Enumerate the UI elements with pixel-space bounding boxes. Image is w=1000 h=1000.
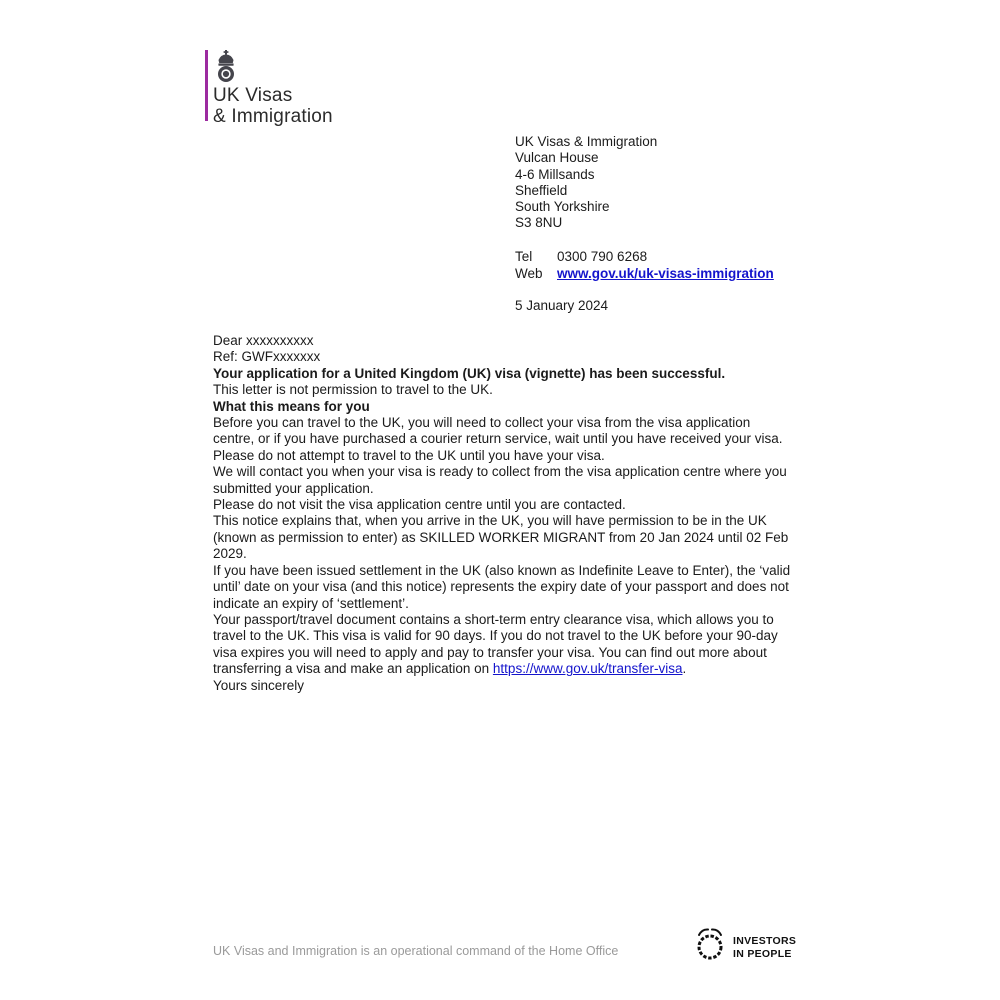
tel-value: 0300 790 6268 <box>557 249 648 264</box>
iip-line-1: INVESTORS <box>733 935 797 947</box>
iip-line-2: IN PEOPLE <box>733 947 792 960</box>
paragraph-settlement: If you have been issued settlement in the UK (also known as Indefinite Leave to Enter), the ‘valid until’ date on your visa (and this notice) represents the expiry date of your passport and does not indicate an expiry of ‘settlement’. <box>213 562 791 611</box>
ukvi-logo <box>205 50 405 130</box>
transfer-text-before: Your passport/travel document contains a short-term entry clearance visa, which allows you to travel to the UK. This visa is valid for 90 days. If you do not travel to the UK before your 90-day visa expires you will need to apply and pay to transfer your visa. You can find out more about transferring a visa and make an application on <box>213 611 778 677</box>
footer-disclaimer: UK Visas and Immigration is an operational command of the Home Office <box>213 944 619 958</box>
logo-keyline <box>205 50 208 121</box>
salutation: Dear xxxxxxxxxx <box>213 333 314 348</box>
logo-line-1: UK Visas <box>213 85 293 106</box>
address-line: Sheffield <box>515 182 568 198</box>
address-line: Vulcan House <box>515 150 599 166</box>
letter-body <box>213 333 793 694</box>
tel-row <box>515 249 774 266</box>
royal-crest-icon <box>215 50 237 89</box>
logo-line-2: & Immigration <box>213 106 333 127</box>
paragraph-transfer <box>213 612 793 678</box>
address-line: South Yorkshire <box>515 199 610 215</box>
paragraph-collect-visa: Before you can travel to the UK, you will need to collect your visa from the visa application centre, or if you have purchased a courier return service, wait until you have received your visa. Please do not attempt to travel to the UK until you have your visa. <box>213 415 783 463</box>
paragraph-do-not-visit: Please do not visit the visa application centre until you are contacted. <box>213 497 626 513</box>
address-line: S3 8NU <box>515 215 563 231</box>
web-row <box>515 266 774 283</box>
iip-wordmark <box>733 935 796 960</box>
section-heading: What this means for you <box>213 398 370 414</box>
intro-line: This letter is not permission to travel to the UK. <box>213 382 493 398</box>
contact-block <box>515 249 774 282</box>
reference: Ref: GWFxxxxxxx <box>213 349 321 365</box>
closing-line: Yours sincerely <box>213 677 305 693</box>
web-link[interactable]: www.gov.uk/uk-visas-immigration <box>557 265 774 281</box>
address-line: UK Visas & Immigration <box>515 134 658 149</box>
investors-in-people-logo <box>692 925 796 970</box>
sender-address <box>515 134 657 232</box>
transfer-text-after: . <box>682 661 687 677</box>
transfer-visa-link[interactable]: https://www.gov.uk/transfer-visa <box>492 661 683 677</box>
paragraph-permission: This notice explains that, when you arrive in the UK, you will have permission to be in the UK (known as permission to enter) as SKILLED WORKER MIGRANT from 20 Jan 2024 until 02 Feb 2029. <box>213 513 789 562</box>
address-line: 4-6 Millsands <box>515 166 595 182</box>
letter-date: 5 January 2024 <box>515 298 609 313</box>
paragraph-contact: We will contact you when your visa is ready to collect from the visa application centre where you submitted your application. <box>213 464 787 496</box>
web-label: Web <box>515 265 543 281</box>
logo-wordmark <box>213 85 333 127</box>
laurel-wreath-icon <box>692 925 728 970</box>
tel-label: Tel <box>515 249 533 264</box>
subject-line: Your application for a United Kingdom (UK) visa (vignette) has been successful. <box>213 365 726 381</box>
